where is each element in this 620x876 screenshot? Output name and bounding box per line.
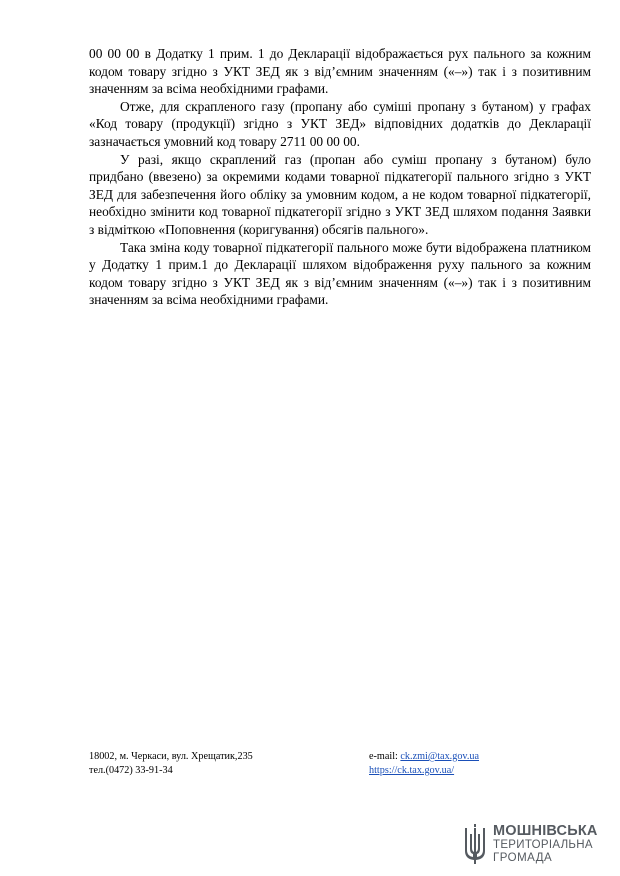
footer-email-link[interactable]: ck.zmi@tax.gov.ua (400, 751, 480, 762)
paragraph-1: 00 00 00 в Додатку 1 прим. 1 до Декларації відображається рух пального за кожним кодом товару згідно з УКТ ЗЕД як з від’ємним значенням («–») так і з позитивним значенням за всіма необхідними графами. (89, 46, 591, 97)
logo-line-2: ТЕРИТОРІАЛЬНА (493, 839, 593, 851)
paragraph-4: Така зміна коду товарної підкатегорії пального може бути відображена платником у Додатку 1 прим.1 до Декларації шляхом відображення руху пального за кожним кодом товару згідно з УКТ ЗЕД як з від’ємним значенням («–») так і з позитивним значенням за всіма необхідними графами. (89, 239, 591, 308)
logo-text (493, 824, 598, 865)
footer-contacts (89, 750, 349, 778)
letter-body (89, 45, 591, 309)
footer-online (369, 750, 529, 778)
footer-website-link[interactable]: https://ck.tax.gov.ua/ (369, 765, 455, 776)
logo-line-1: МОШНІВСЬКА (493, 823, 598, 839)
trident-icon (463, 824, 487, 866)
footer-address: 18002, м. Черкаси, вул. Хрещатик,235 (89, 751, 253, 762)
footer-email-line (369, 750, 529, 764)
community-logo (463, 824, 603, 868)
paragraph-3: У разі, якщо скраплений газ (пропан або суміш пропану з бутаном) було придбано (ввезено) за окремими кодами товарної підкатегорії пального згідно з УКТ ЗЕД для забезпечення його обліку за умовним кодом, а не кодом товарної підкатегорії, необхідно змінити код товарної підкатегорії згідно з УКТ ЗЕД шляхом подання Заявки з відміткою «Поповнення (коригування) обсягів пального». (89, 151, 591, 237)
footer-email-label: e-mail: (369, 751, 401, 762)
paragraph-2: Отже, для скрапленого газу (пропану або суміші пропану з бутаном) у графах «Код товару (продукції) згідно з УКТ ЗЕД» відповідних додатків до Декларації зазначається умовний код товару 2711 00 00 00. (89, 98, 591, 149)
footer-phone: тел.(0472) 33-91-34 (89, 765, 173, 776)
logo-line-3: ГРОМАДА (493, 852, 553, 864)
